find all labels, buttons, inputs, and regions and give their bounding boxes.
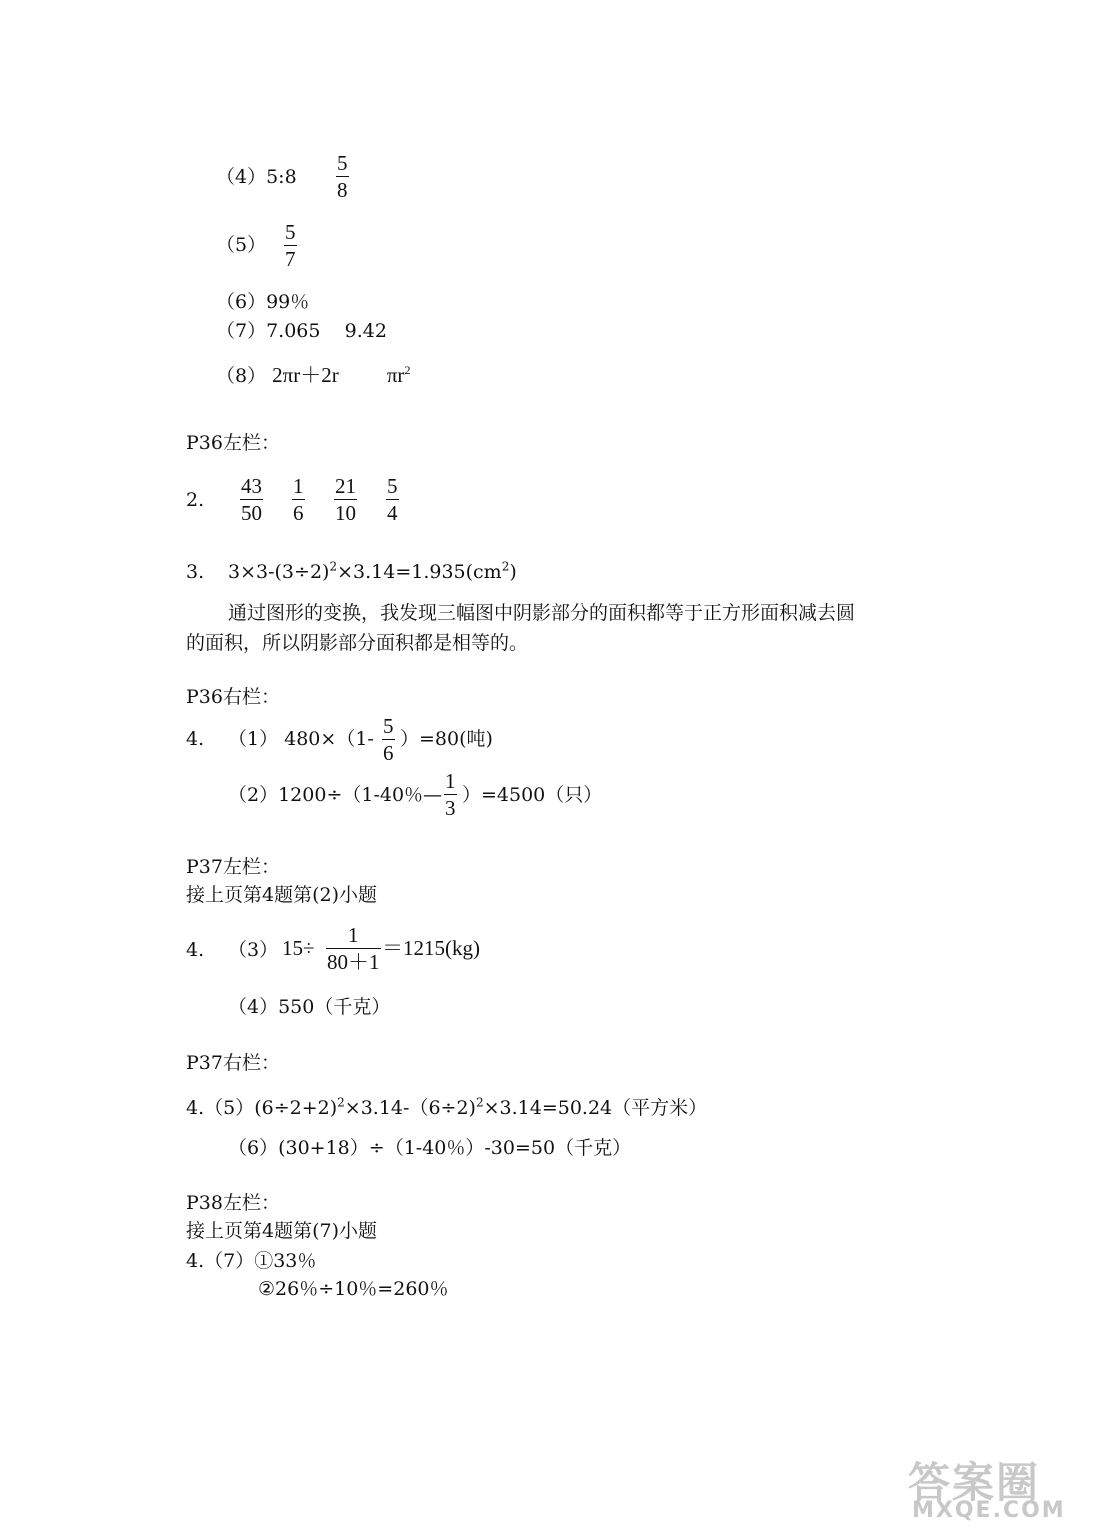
watermark-cn: 答案圈 <box>908 1458 1041 1507</box>
fraction: $\frac{5}{4}$ <box>387 474 398 525</box>
answer-4-4: （4）550（千克） <box>228 996 391 1018</box>
explanation-line-1: 通过图形的变换，我发现三幅图中阴影部分的面积都等于正方形面积减去圆 <box>228 602 856 624</box>
answer-4-6: （6）(30+18）÷（1-40％）-30=50（千克） <box>228 1137 632 1159</box>
question-4-label: 4. <box>186 939 205 961</box>
denominator: 8 <box>337 178 348 202</box>
answer-4-7-1: 4.（7）①33％ <box>186 1250 317 1272</box>
section-header-p37-right: P37右栏： <box>186 1052 280 1074</box>
answer-4-2-post: ）=4500（只） <box>462 784 603 806</box>
answer-7: （7）7.065 9.42 <box>216 320 387 342</box>
watermark-logo <box>908 1450 1088 1528</box>
denominator: 7 <box>285 247 296 271</box>
question-2-label: 2. <box>186 489 205 511</box>
answer-8-expr2: $\pi r^2$ <box>386 363 411 387</box>
fraction: $\frac{1}{6}$ <box>293 474 304 525</box>
question-4-label: 4. <box>186 728 205 750</box>
fraction-5-6: $\frac{5}{6}$ <box>383 714 394 765</box>
answer-5: （5） <box>216 234 267 256</box>
numerator: 5 <box>285 220 296 244</box>
section-header-p38-left: P38左栏： <box>186 1192 280 1214</box>
answer-4-2-pre: （2）1200÷（1-40％— <box>228 784 443 806</box>
answer-4-1-post: ）=80(吨) <box>400 728 493 750</box>
answer-8-label: （8） <box>216 365 267 387</box>
answer-4-7-2: ②26％÷10％=260％ <box>258 1278 449 1300</box>
answer-4-3-label: （3） <box>228 939 279 961</box>
answer-4-3-post: ＝1215(kg) <box>382 936 480 960</box>
fraction-5-8 <box>336 151 349 202</box>
answer-4-5: $4.(5)(6\div 2+2)^2\times 3.14-(6\div 2)^2\times 3.14=50.24$（平方米） <box>186 1095 708 1119</box>
explanation-line-2: 的面积，所以阴影部分面积都是相等的。 <box>186 632 529 654</box>
fraction-5-7 <box>284 220 297 271</box>
answer-4-1-pre: （1） 480×（1- <box>228 728 374 750</box>
watermark-en: MXQE.COM <box>912 1498 1066 1523</box>
answer-8 <box>216 364 410 387</box>
answer-6: （6）99％ <box>216 291 310 313</box>
section-header-p37-left: P37左栏： <box>186 856 280 878</box>
question-3-formula: $3\times 3-(3\div 2)^2\times 3.14=1.935(cm^2)$ <box>228 559 517 583</box>
numerator: 5 <box>337 151 348 175</box>
fraction: $\frac{43}{50}$ <box>241 474 262 525</box>
continuation-note: 接上页第4题第(2)小题 <box>186 884 378 906</box>
section-header-p36-left: P36左栏： <box>186 432 280 454</box>
question-3-label: 3. <box>186 561 205 583</box>
answer-4-3-pre: 15÷ <box>282 936 315 960</box>
fraction-1-over-80-plus-1: $\frac{1}{80+1}$ <box>327 923 380 974</box>
continuation-note: 接上页第4题第(7)小题 <box>186 1220 378 1242</box>
answer-4: （4）5:8 <box>216 166 297 188</box>
fraction-1-3: $\frac{1}{3}$ <box>445 769 456 820</box>
fraction: $\frac{21}{10}$ <box>335 474 356 525</box>
answer-8-expr1: 2πr＋2r <box>272 363 339 387</box>
section-header-p36-right: P36右栏： <box>186 686 280 708</box>
